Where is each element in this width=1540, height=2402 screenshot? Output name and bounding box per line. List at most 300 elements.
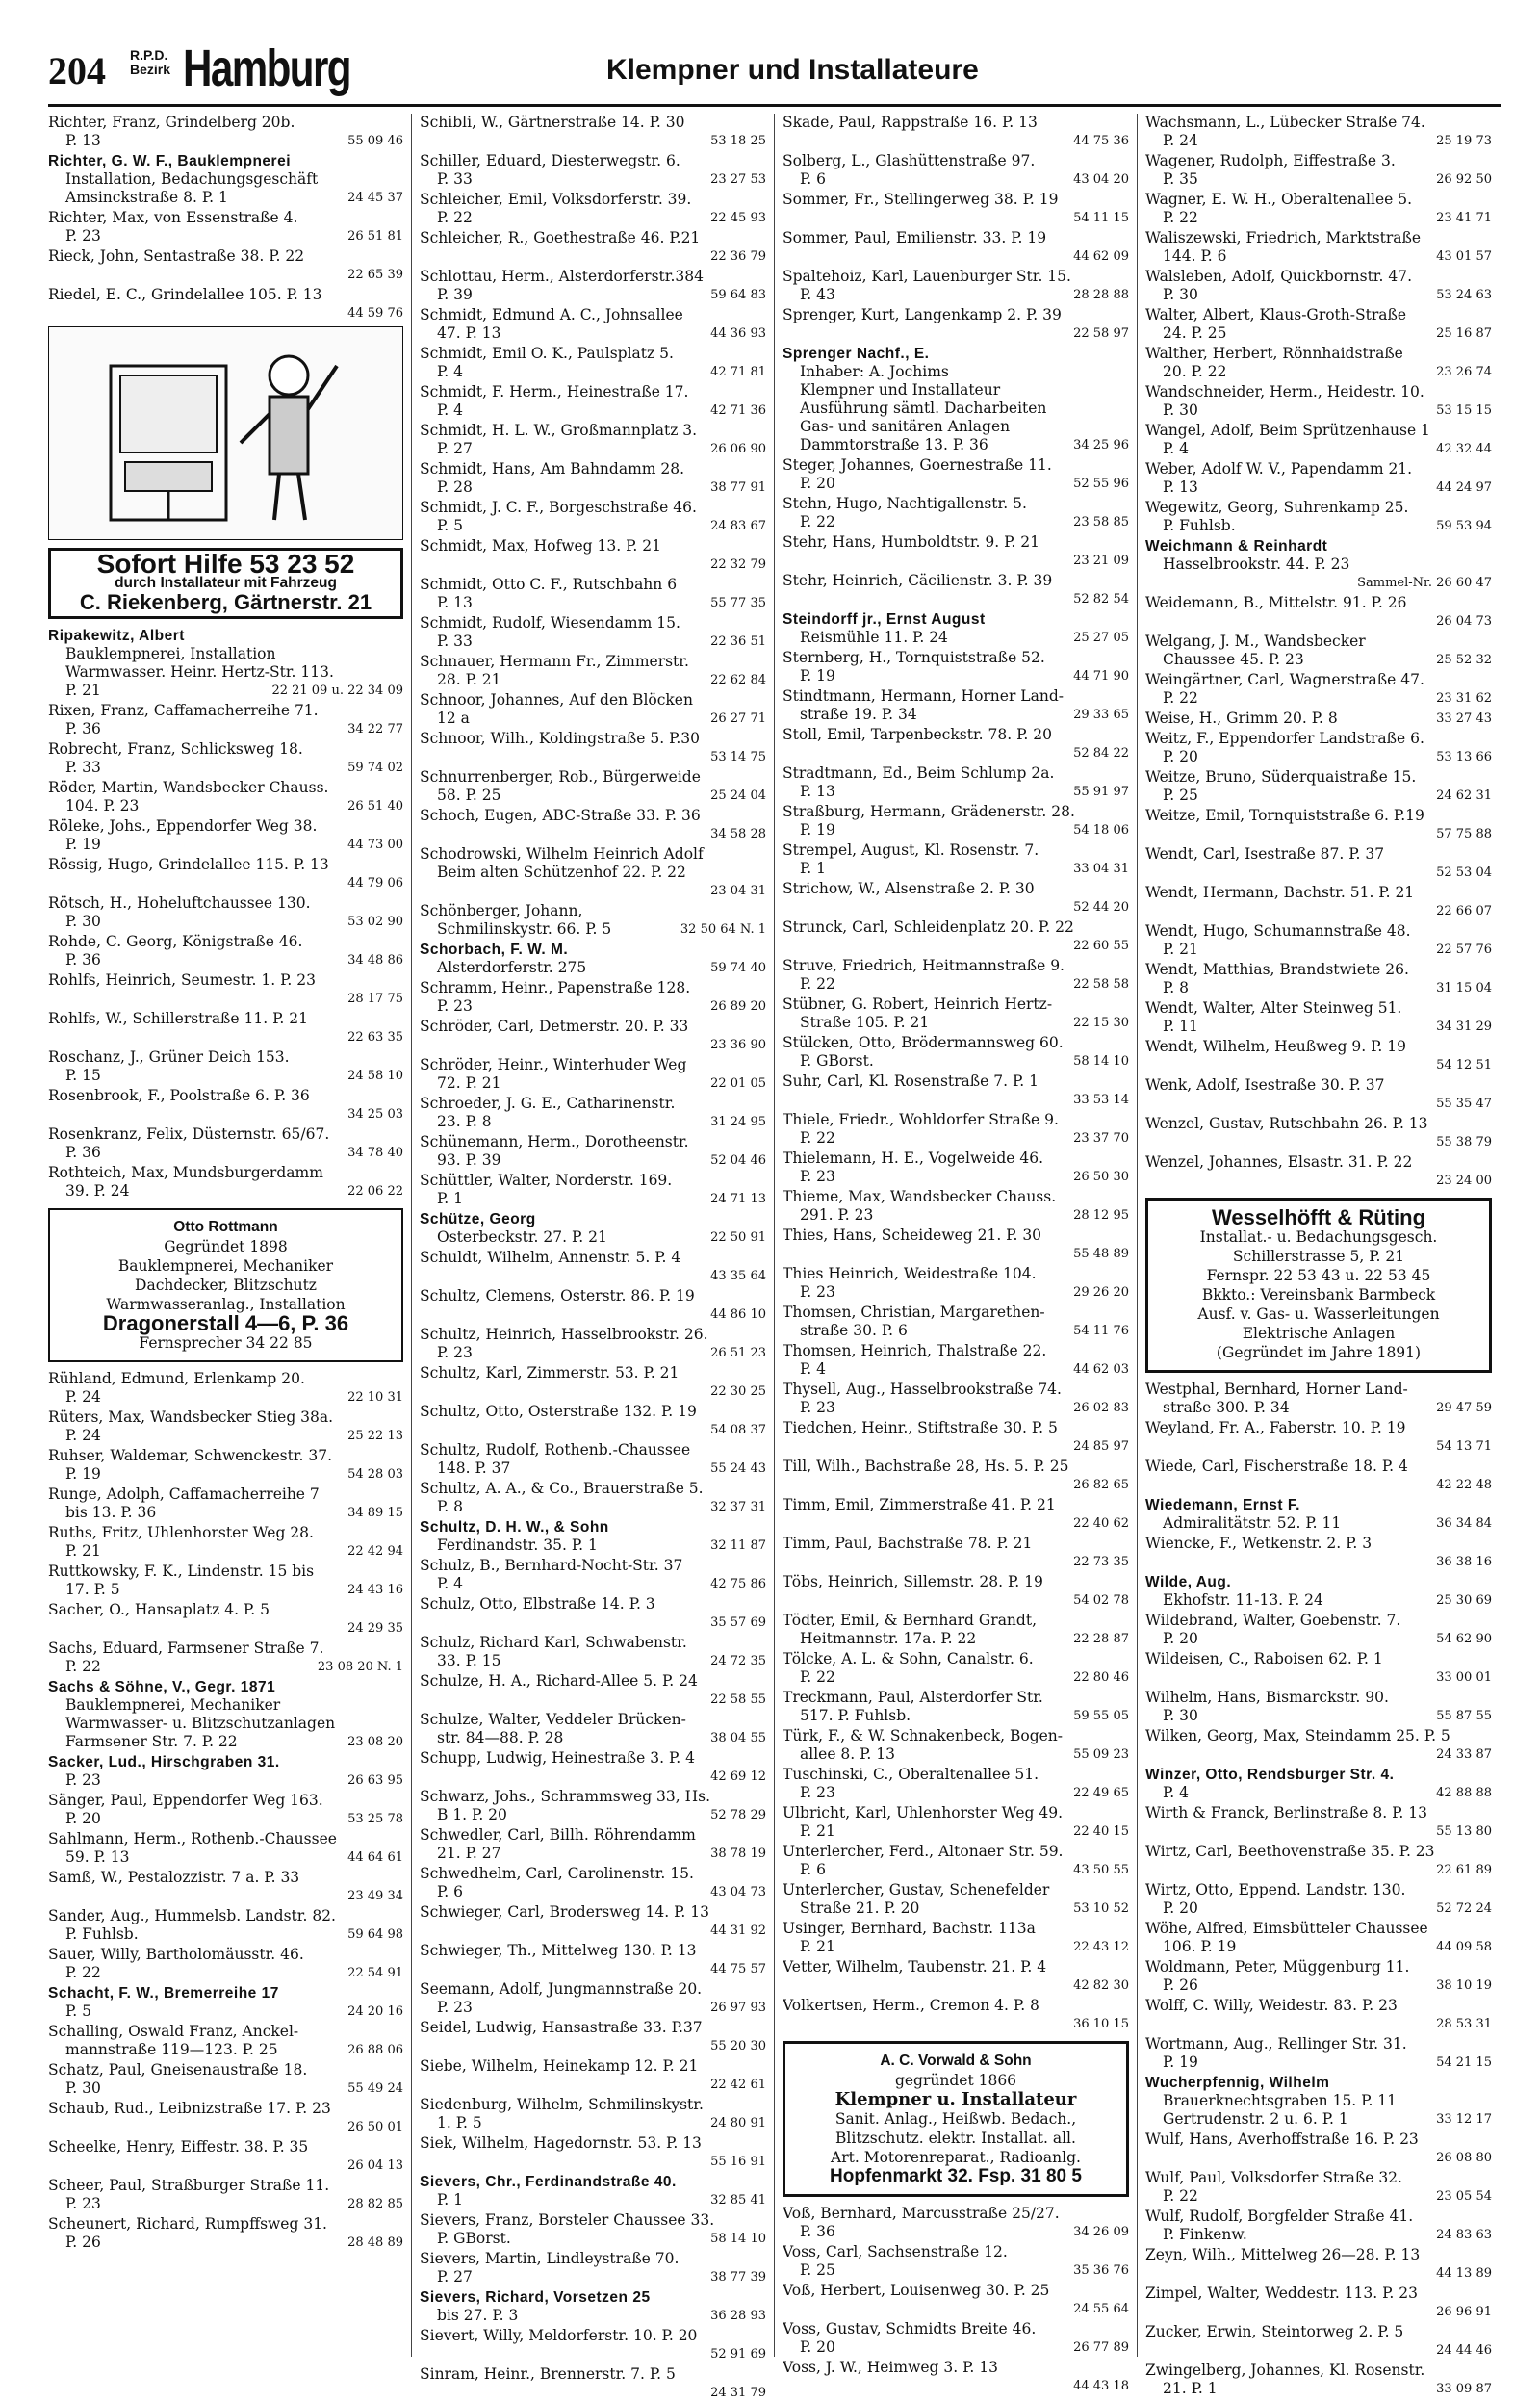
phone-number: 22 06 22	[347, 1184, 403, 1199]
entry-line	[48, 1678, 403, 1696]
entry-detail: Reismühle 11. P. 24	[800, 629, 948, 646]
phone-number: 26 88 06	[347, 2043, 403, 2057]
phone-number: 26 96 91	[1436, 2305, 1492, 2319]
directory-entry	[1145, 2362, 1492, 2398]
entry-name: Rohlfs, W., Schillerstraße 11. P. 21	[48, 1010, 308, 1027]
directory-entry	[783, 649, 1129, 685]
entry-line	[783, 345, 1129, 363]
entry-detail: P. 30	[65, 2079, 101, 2097]
section-title: Klempner und Installateure	[606, 54, 979, 86]
phone-number: 22 40 62	[1073, 1516, 1129, 1531]
phone-number: 34 89 15	[347, 1506, 403, 1520]
entry-name: Siek, Wilhelm, Hagedornstr. 53. P. 13	[420, 2134, 702, 2152]
entry-line	[783, 381, 1129, 400]
entry-line	[420, 1287, 766, 1305]
entry-detail: P. 22	[65, 1658, 101, 1675]
entry-line	[1145, 247, 1492, 266]
entry-line	[1145, 1153, 1492, 1172]
entry-line	[48, 1087, 403, 1105]
entry-name: Schmidt, Edmund A. C., Johnsallee	[420, 306, 683, 323]
directory-entry	[1145, 1153, 1492, 1190]
directory-entry	[783, 1612, 1129, 1648]
phone-number: 53 14 75	[710, 750, 766, 764]
entry-name: Richter, G. W. F., Bauklempnerei	[48, 153, 292, 169]
entry-line	[1145, 324, 1492, 343]
directory-entry	[783, 495, 1129, 531]
entry-name: Wulf, Hans, Averhoffstraße 16. P. 23	[1145, 2131, 1419, 2148]
entry-line	[420, 306, 766, 324]
directory-entry	[1145, 383, 1492, 420]
entry-line	[48, 2041, 403, 2059]
directory-entry	[1145, 845, 1492, 882]
entry-line	[783, 957, 1129, 975]
phone-number: 22 63 35	[347, 1030, 403, 1045]
entry-name: Schlottau, Herm., Alsterdorferstr.384	[420, 268, 704, 285]
phone-number: 43 01 57	[1436, 249, 1492, 264]
entry-line	[420, 422, 766, 440]
directory-entry	[1145, 1076, 1492, 1113]
directory-entry	[420, 114, 766, 150]
entry-detail: P. 27	[437, 440, 473, 457]
entry-line	[420, 1036, 766, 1054]
entry-line	[1145, 999, 1492, 1018]
phone-number: 22 50 91	[710, 1230, 766, 1245]
entry-line	[1145, 1458, 1492, 1476]
advert-rottmann-title: Otto Rottmann	[173, 1219, 278, 1235]
entry-line	[783, 687, 1129, 706]
phone-number: 22 10 31	[347, 1390, 403, 1405]
entry-line	[420, 864, 766, 882]
entry-line	[1145, 363, 1492, 381]
entry-line	[1145, 1612, 1492, 1630]
directory-entry	[783, 114, 1129, 150]
phone-number: 24 71 13	[710, 1192, 766, 1206]
entry-line	[420, 920, 766, 939]
phone-number: 23 08 20 N. 1	[317, 1660, 403, 1674]
entry-name: Schodrowski, Wilhelm Heinrich Adolf	[420, 845, 704, 863]
entry-line	[420, 537, 766, 555]
entry-name: Schleicher, R., Goethestraße 46. P.21	[420, 229, 701, 246]
phone-number: 22 57 76	[1436, 943, 1492, 957]
entry-line	[783, 2015, 1129, 2033]
entry-line	[48, 645, 403, 663]
entry-line	[1145, 1958, 1492, 1976]
advert-rottmann-l5: Dragonerstall 4—6, P. 36	[102, 1311, 349, 1335]
phone-number: 23 49 34	[347, 1889, 403, 1903]
phone-number: 44 71 90	[1073, 669, 1129, 684]
entry-name: Stradtmann, Ed., Beim Schlump 2a.	[783, 764, 1055, 782]
entry-line	[48, 2234, 403, 2252]
directory-entry	[1145, 1458, 1492, 1494]
entry-line	[48, 304, 403, 323]
entry-line	[1145, 594, 1492, 612]
entry-line	[420, 2191, 766, 2209]
phone-number: 22 73 35	[1073, 1555, 1129, 1569]
directory-entry	[1145, 807, 1492, 843]
phone-number: 29 26 20	[1073, 1285, 1129, 1300]
directory-entry	[1145, 2285, 1492, 2321]
entry-line	[783, 706, 1129, 724]
directory-entry	[420, 1903, 766, 1940]
entries-col1-c	[48, 1370, 403, 2252]
entry-line	[783, 1689, 1129, 1707]
entry-name: Unterlercher, Ferd., Altonaer Str. 59.	[783, 1843, 1064, 1860]
entry-line	[783, 744, 1129, 762]
entry-line	[48, 1830, 403, 1848]
entry-name: Wildebrand, Walter, Goebenstr. 7.	[1145, 1612, 1401, 1629]
entry-line	[783, 1129, 1129, 1148]
entry-line	[420, 2211, 766, 2230]
entry-line	[783, 2377, 1129, 2395]
entry-line	[783, 1188, 1129, 1206]
entry-name: Wildeisen, C., Raboisen 62. P. 1	[1145, 1650, 1383, 1667]
entry-line	[783, 629, 1129, 647]
entry-detail: P. 21	[800, 1938, 835, 1955]
directory-entry	[420, 2327, 766, 2363]
entry-name: Schröder, Heinr., Winterhuder Weg	[420, 1056, 687, 1073]
entry-detail: P. 36	[65, 720, 101, 737]
entry-name: Schmidt, J. C. F., Borgeschstraße 46.	[420, 499, 697, 516]
entry-name: Scheelke, Henry, Eiffestr. 38. P. 35	[48, 2138, 309, 2156]
entry-name: Schmidt, Max, Hofweg 13. P. 21	[420, 537, 661, 555]
entry-line	[783, 2261, 1129, 2280]
entry-line	[1145, 2226, 1492, 2244]
directory-entry	[783, 957, 1129, 994]
entry-name: Stübner, G. Robert, Heinrich Hertz-	[783, 995, 1053, 1013]
directory-entry	[48, 1946, 403, 1982]
entry-detail: P. 36	[800, 2223, 835, 2240]
entry-line	[48, 2215, 403, 2234]
entry-line	[1145, 1399, 1492, 1417]
entry-detail: P. 20	[1163, 748, 1198, 765]
directory-entry	[48, 2023, 403, 2059]
entry-line	[48, 2100, 403, 2118]
entries-col4-b	[1145, 1381, 1492, 2398]
directory-entry	[1145, 1843, 1492, 1879]
phone-number: 44 86 10	[710, 1307, 766, 1322]
entry-line	[1145, 1745, 1492, 1764]
entry-line	[1145, 306, 1492, 324]
entry-name: Schultz, Rudolf, Rothenb.-Chaussee	[420, 1441, 691, 1459]
entry-line	[783, 1861, 1129, 1879]
page-header	[48, 39, 1502, 96]
entry-detail: Brauerknechtsgraben 15. P. 11	[1163, 2092, 1398, 2109]
directory-entry	[1145, 961, 1492, 997]
entry-line	[783, 2338, 1129, 2357]
entry-line	[420, 1480, 766, 1498]
advert-wesselhoefft-l6: Elektrische Anlagen	[1242, 1325, 1396, 1342]
entry-line	[1145, 2149, 1492, 2167]
entry-line	[420, 959, 766, 977]
entry-line	[1145, 517, 1492, 535]
directory-entry	[420, 306, 766, 343]
entry-line	[420, 1672, 766, 1691]
entry-name: Schmidt, Otto C. F., Rutschbahn 6	[420, 576, 678, 593]
entry-name: Wortmann, Aug., Rellinger Str. 31.	[1145, 2035, 1407, 2053]
phone-number: 55 87 55	[1436, 1709, 1492, 1723]
directory-entry	[783, 1573, 1129, 1610]
entry-line	[1145, 460, 1492, 478]
phone-number: 42 71 81	[710, 365, 766, 379]
entry-name: Skade, Paul, Rappstraße 16. P. 13	[783, 114, 1038, 131]
phone-number: 44 62 09	[1073, 249, 1129, 264]
directory-entry	[420, 1056, 766, 1093]
entry-line	[420, 555, 766, 574]
entry-line	[420, 1826, 766, 1845]
entry-line	[1145, 1095, 1492, 1113]
entry-detail: Alsterdorferstr. 275	[437, 959, 587, 976]
directory-entry	[48, 1485, 403, 1522]
entry-name: Schmidt, Emil O. K., Paulsplatz 5.	[420, 345, 674, 362]
entry-line	[48, 1964, 403, 1982]
entry-line	[420, 1133, 766, 1151]
entry-line	[420, 1056, 766, 1074]
phone-number: 25 27 05	[1073, 631, 1129, 645]
entry-name: Schmidt, Hans, Am Bahndamm 28.	[420, 460, 685, 478]
entry-line	[1145, 170, 1492, 189]
directory-entry	[1145, 1535, 1492, 1571]
directory-entry	[783, 268, 1129, 304]
entry-name: Wandschneider, Herm., Heidestr. 10.	[1145, 383, 1424, 400]
entry-line	[1145, 2362, 1492, 2380]
entry-line	[420, 440, 766, 458]
entry-name: Rohde, C. Georg, Königstraße 46.	[48, 933, 303, 950]
entry-name: Thysell, Aug., Hasselbrookstraße 74.	[783, 1381, 1062, 1398]
entry-line	[420, 653, 766, 671]
entry-line	[1145, 2285, 1492, 2303]
phone-number: 23 05 54	[1436, 2189, 1492, 2204]
entry-detail: P. 4	[437, 401, 464, 419]
entry-name: Schmidt, F. Herm., Heinestraße 17.	[420, 383, 689, 400]
entry-detail: P. 33	[437, 633, 473, 650]
entry-line	[420, 1883, 766, 1901]
directory-entry	[783, 152, 1129, 189]
entry-line	[420, 1249, 766, 1267]
entry-name: Wirtz, Carl, Beethovenstraße 35. P. 23	[1145, 1843, 1435, 1860]
phone-number: 26 04 13	[347, 2158, 403, 2173]
entry-name: Thomsen, Christian, Margarethen-	[783, 1304, 1045, 1321]
directory-entry	[420, 152, 766, 189]
entry-name: Stülcken, Otto, Brödermannsweg 60.	[783, 1034, 1064, 1051]
entry-line	[420, 2114, 766, 2132]
entry-name: Robrecht, Franz, Schlicksweg 18.	[48, 740, 303, 758]
entry-name: Steger, Johannes, Goernestraße 11.	[783, 456, 1052, 474]
entry-line	[420, 1305, 766, 1324]
entry-name: Wangel, Adolf, Beim Sprützenhause 1	[1145, 422, 1430, 439]
entry-name: Zwingelberg, Johannes, Kl. Rosenstr.	[1145, 2362, 1425, 2379]
directory-entry	[783, 1265, 1129, 1302]
entry-line	[48, 1067, 403, 1085]
entry-line	[783, 400, 1129, 418]
phone-number: 52 44 20	[1073, 900, 1129, 915]
directory-entry	[420, 902, 766, 939]
entry-detail: P. 1	[437, 1190, 464, 1207]
entry-line	[1145, 345, 1492, 363]
entry-line	[1145, 961, 1492, 979]
entry-line	[1145, 1843, 1492, 1861]
entry-line	[1145, 537, 1492, 555]
entry-line	[783, 2359, 1129, 2377]
directory-entry	[783, 610, 1129, 647]
directory-entry	[783, 456, 1129, 493]
entry-line	[48, 2118, 403, 2136]
entry-line	[783, 114, 1129, 132]
entry-line	[1145, 1630, 1492, 1648]
phone-number: 43 04 20	[1073, 172, 1129, 187]
phone-number: 23 26 74	[1436, 365, 1492, 379]
directory-entry	[420, 1672, 766, 1709]
entry-line	[1145, 884, 1492, 902]
directory-entry	[783, 1188, 1129, 1225]
directory-entry	[783, 2282, 1129, 2318]
entry-line	[48, 682, 403, 700]
entry-detail: 59. P. 13	[65, 1848, 130, 1866]
entry-detail: P. 4	[1163, 440, 1190, 457]
phone-number: 24 43 16	[347, 1583, 403, 1597]
directory-entry	[783, 880, 1129, 917]
entry-line	[48, 702, 403, 720]
entry-detail: P. 4	[800, 1360, 827, 1378]
entry-line	[48, 1485, 403, 1504]
directory-entry	[1145, 1419, 1492, 1456]
phone-number: 26 08 80	[1436, 2151, 1492, 2165]
entry-name: Runge, Adolph, Caffamacherreihe 7	[48, 1485, 320, 1503]
advert-wesselhoefft-l7: (Gegründet im Jahre 1891)	[1216, 1344, 1422, 1361]
entry-line	[1145, 1076, 1492, 1095]
entry-detail: P. 43	[800, 286, 835, 303]
entry-name: Schacht, F. W., Bremerreihe 17	[48, 1985, 279, 2002]
phone-number: 24 85 97	[1073, 1439, 1129, 1454]
entry-detail: bis 27. P. 3	[437, 2307, 519, 2324]
entry-line	[420, 345, 766, 363]
entry-line	[48, 1408, 403, 1427]
entry-line	[48, 720, 403, 738]
directory-entry	[420, 2173, 766, 2209]
entry-name: Roschanz, J., Grüner Deich 153.	[48, 1048, 290, 1066]
entry-name: Voß, Herbert, Louisenweg 30. P. 25	[783, 2282, 1050, 2299]
advert-riekenberg-headline: Sofort Hilfe 53 23 52	[96, 549, 355, 579]
entry-line	[1145, 574, 1492, 592]
entry-line	[48, 1810, 403, 1828]
entry-line	[420, 1498, 766, 1516]
entry-name: Ripakewitz, Albert	[48, 628, 185, 644]
entry-line	[783, 1381, 1129, 1399]
directory-entry	[420, 768, 766, 805]
phone-number: 24 55 64	[1073, 2302, 1129, 2316]
directory-entry	[783, 764, 1129, 801]
entry-name: Schulz, B., Bernhard-Nocht-Str. 37	[420, 1557, 683, 1574]
directory-entry	[420, 2211, 766, 2248]
entry-name: Schwedhelm, Carl, Carolinenstr. 15.	[420, 1865, 694, 1882]
entry-line	[420, 710, 766, 728]
directory-entry	[48, 933, 403, 969]
phone-number: 44 36 93	[710, 326, 766, 341]
entry-line	[420, 807, 766, 825]
phone-number: 32 11 87	[710, 1538, 766, 1553]
directory-entry	[783, 841, 1129, 878]
directory-entry	[783, 2205, 1129, 2241]
entry-detail: P. GBorst.	[800, 1052, 874, 1070]
entry-line	[1145, 2092, 1492, 2110]
entry-name: Zeyn, Wilh., Mittelweg 26—28. P. 13	[1145, 2246, 1421, 2263]
entry-line	[783, 268, 1129, 286]
phone-number: 24 58 10	[347, 1069, 403, 1083]
directory-entry	[420, 1249, 766, 1285]
phone-number: 26 27 71	[710, 711, 766, 726]
advert-illustration	[48, 326, 403, 540]
entry-name: Schupp, Ludwig, Heinestraße 3. P. 4	[420, 1749, 695, 1767]
entry-line	[48, 209, 403, 227]
entry-line	[420, 2096, 766, 2114]
entry-line	[783, 610, 1129, 629]
directory-entry	[48, 2177, 403, 2213]
entry-line	[48, 1370, 403, 1388]
entry-name: Richter, Franz, Grindelberg 20b.	[48, 114, 295, 131]
entry-name: Wagener, Rudolph, Eiffestraße 3.	[1145, 152, 1396, 169]
phone-number: 33 04 31	[1073, 862, 1129, 876]
entry-line	[783, 2205, 1129, 2223]
entries-col2	[420, 114, 766, 2402]
entry-line	[48, 797, 403, 815]
phone-number: 55 20 30	[710, 2039, 766, 2053]
column-3	[774, 114, 1137, 2393]
entry-detail: P. 13	[65, 132, 101, 149]
entry-line	[420, 1768, 766, 1786]
entry-line	[48, 1715, 403, 1733]
entry-line	[1145, 1172, 1492, 1190]
entry-detail: 93. P. 39	[437, 1151, 501, 1169]
directory-entry	[48, 1010, 403, 1046]
phone-number: 22 61 89	[1436, 1863, 1492, 1877]
entry-detail: P. 24	[1163, 132, 1198, 149]
phone-number: 42 22 48	[1436, 1478, 1492, 1492]
entry-name: Rühland, Edmund, Erlenkamp 20.	[48, 1370, 305, 1387]
entry-line	[420, 768, 766, 787]
directory-entry	[783, 1111, 1129, 1148]
entry-detail: P. 19	[800, 667, 835, 684]
phone-number: 54 13 71	[1436, 1439, 1492, 1454]
entry-line	[48, 2002, 403, 2021]
entry-line	[420, 170, 766, 189]
directory-page	[48, 39, 1502, 2400]
directory-entry	[48, 1792, 403, 1828]
entry-line	[1145, 1899, 1492, 1918]
advert-rottmann	[48, 1208, 403, 1362]
phone-number: 55 38 79	[1436, 1135, 1492, 1149]
directory-entry	[48, 2215, 403, 2252]
entry-line	[420, 2230, 766, 2248]
entry-name: Wendt, Walter, Alter Steinweg 51.	[1145, 999, 1402, 1017]
entry-name: Thomsen, Heinrich, Thalstraße 22.	[783, 1342, 1047, 1359]
phone-number: 58 14 10	[710, 2232, 766, 2246]
entry-name: Sievers, Martin, Lindleystraße 70.	[420, 2250, 680, 2267]
entry-line	[1145, 748, 1492, 766]
entry-detail: P. Fuhlsb.	[1163, 517, 1236, 534]
phone-number: 43 35 64	[710, 1269, 766, 1283]
entry-line	[1145, 1997, 1492, 2015]
phone-number: 22 42 94	[347, 1544, 403, 1559]
entry-line	[1145, 2341, 1492, 2360]
directory-entry	[1145, 345, 1492, 381]
plumber-illustration-icon	[82, 337, 371, 529]
directory-entry	[420, 2288, 766, 2325]
entry-line	[783, 803, 1129, 821]
phone-number: 53 10 52	[1073, 1901, 1129, 1916]
entry-name: Rothteich, Max, Mundsburgerdamm	[48, 1164, 323, 1181]
directory-entry	[420, 460, 766, 497]
entry-line	[1145, 1535, 1492, 1553]
entry-line	[48, 1182, 403, 1201]
